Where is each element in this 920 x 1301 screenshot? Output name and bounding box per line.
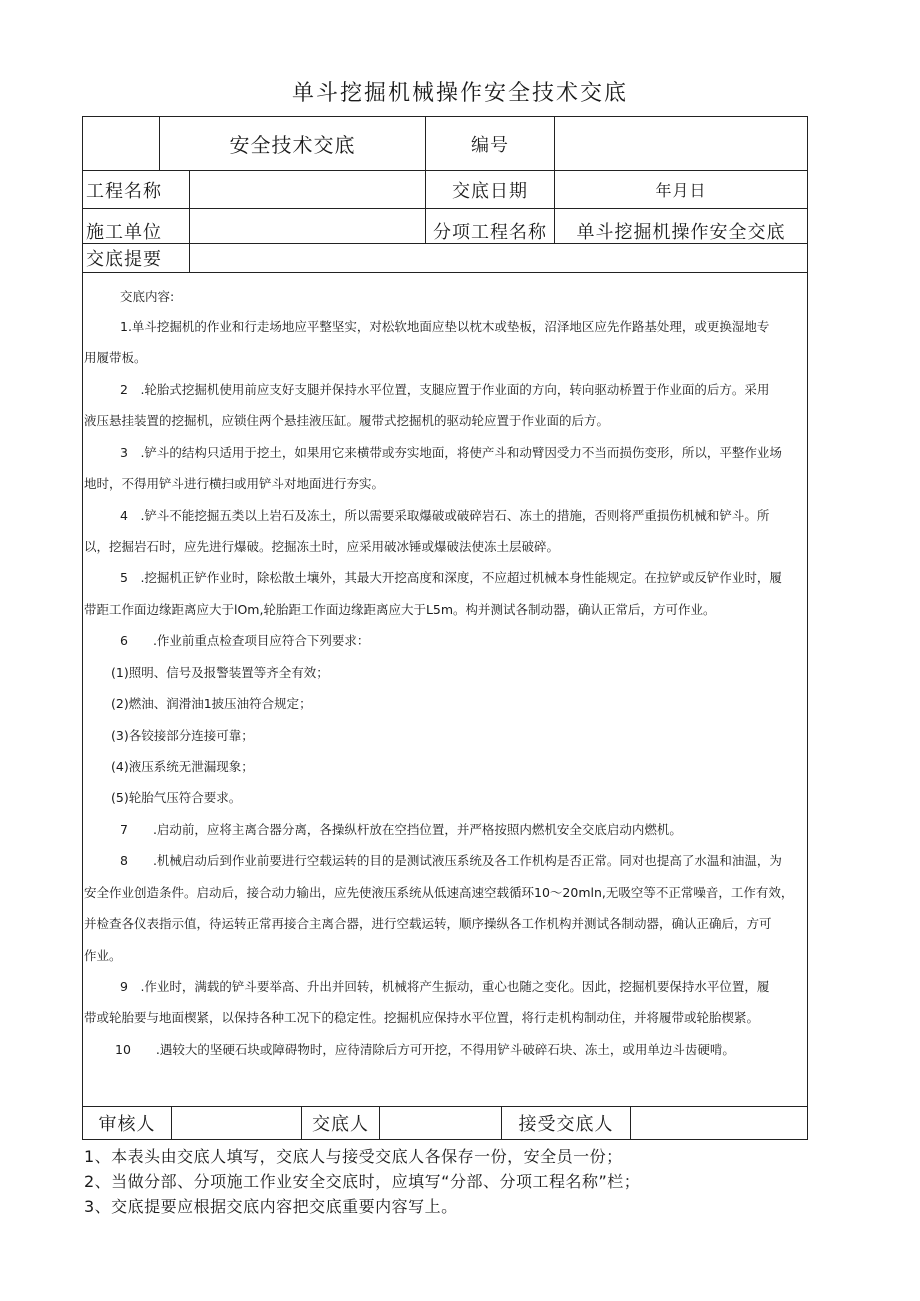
receiver-value[interactable] [631,1107,807,1139]
content-line: 并检查各仪表指示值，待运转正常再接合主离合器，进行空载运转，顺序操纵各工作机构并测试各制动器，确认正确后，方可 [84,916,772,931]
date-value[interactable]: 年月日 [655,181,707,200]
content-line: (1)照明、信号及报警装置等齐全有效； [111,665,329,680]
number-label: 编号 [471,134,509,156]
footnote: 3、交底提要应根据交底内容把交底重要内容写上。 [84,1197,458,1216]
date-label: 交底日期 [452,180,528,202]
content-line: (2)燃油、润滑油1披压油符合规定； [111,696,312,711]
content-line: 10 .遇较大的坚硬石块或障碍物时，应待清除后方可开挖，不得用铲斗破碎石块、冻土，或用单边斗齿硬啃。 [115,1042,735,1057]
construction-unit-value[interactable] [194,209,425,243]
content-line: 3 .铲斗的结构只适用于挖土，如果用它来横带或夯实地面，将使产斗和动臂因受力不当而损伤变形，所以，平整作业场 [120,445,782,460]
content-line: 以，挖掘岩石时，应先进行爆破。挖掘冻土时，应采用破冰锤或爆破法使冻土层破碎。 [84,539,560,554]
reviewer-label: 审核人 [98,1114,156,1135]
content-line: 4 .铲斗不能挖掘五类以上岩石及冻土，所以需要采取爆破或破碎岩石、冻土的措施，否则将严重损伤机械和铲斗。所 [120,508,770,523]
page-title: 单斗挖掘机械操作安全技术交底 [291,81,628,106]
sub-project-value[interactable]: 单斗挖掘机操作安全交底 [576,222,786,243]
footnote: 2、当做分部、分项施工作业安全交底时，应填写“分部、分项工程名称”栏； [84,1172,641,1191]
footnote: 1、本表头由交底人填写，交底人与接受交底人各保存一份，安全员一份； [84,1147,623,1166]
content-line: 5 .挖掘机正铲作业时，除松散土壤外，其最大开挖高度和深度，不应超过机械本身性能规定。在拉铲或反铲作业时，履 [120,570,782,585]
content-line: 带距工作面边缘距离应大于lOm,轮胎距工作面边缘距离应大于L5m。构并测试各制动器，确认正常后，方可作业。 [84,602,716,617]
construction-unit-label: 施工单位 [86,222,162,243]
sub-project-label: 分项工程名称 [433,222,547,243]
content-line: 9 .作业时，满载的铲斗要举高、升出并回转，机械将产生振动，重心也随之变化。因此，挖掘机要保持水平位置，履 [120,979,770,994]
doc-type-label: 安全技术交底 [229,133,356,157]
presenter-label: 交底人 [312,1114,369,1135]
number-value[interactable] [555,117,807,170]
content-line: 7 .启动前，应将主离合器分离，各操纵杆放在空挡位置，并严格按照内燃机安全交底启动内燃机。 [120,822,682,837]
content-line: 带或轮胎要与地面楔紧，以保持各种工况下的稳定性。挖掘机应保持水平位置，将行走机构制动住，并将履带或轮胎楔紧。 [84,1010,760,1025]
project-name-value[interactable] [194,171,425,208]
content-line: 作业。 [84,948,122,963]
content-line: 1.单斗挖掘机的作业和行走场地应平整坚实，对松软地面应垫以枕木或垫板，沼泽地区应先作路基处理，或更换湿地专 [120,319,770,334]
content-heading: 交底内容: [120,289,175,304]
reviewer-value[interactable] [172,1107,301,1139]
content-line: (3)各铰接部分连接可靠； [111,728,254,743]
content-line: 用履带板。 [84,350,147,365]
content-line: 地时，不得用铲斗进行横扫或用铲斗对地面进行夯实。 [84,476,385,491]
content-line: 2 .轮胎式挖掘机使用前应支好支腿并保持水平位置，支腿应置于作业面的方向，转向驱动桥置于作业面的后方。采用 [120,382,770,397]
presenter-value[interactable] [380,1107,501,1139]
content-line: (4)液压系统无泄漏现象； [111,759,254,774]
project-name-label: 工程名称 [86,180,162,202]
content-line: 安全作业创造条件。启动后，接合动力输出，应先使液压系统从低速高速空载循环10～20mln,无吸空等不正常噪音，工作有效， [84,885,794,900]
receiver-label: 接受交底人 [518,1114,614,1135]
content-line: 6 .作业前重点检查项目应符合下列要求： [120,633,370,648]
content-line: (5)轮胎气压符合要求。 [111,790,242,805]
summary-value[interactable] [194,244,807,272]
content-line: 8 .机械启动后到作业前要进行空载运转的目的是测试液压系统及各工作机构是否正常。同对也提高了水温和油温，为 [120,853,782,868]
content-line: 液压悬挂装置的挖掘机，应锁住两个悬挂液压缸。履带式挖掘机的驱动轮应置于作业面的后方。 [84,413,610,428]
summary-label: 交底提要 [86,249,162,270]
